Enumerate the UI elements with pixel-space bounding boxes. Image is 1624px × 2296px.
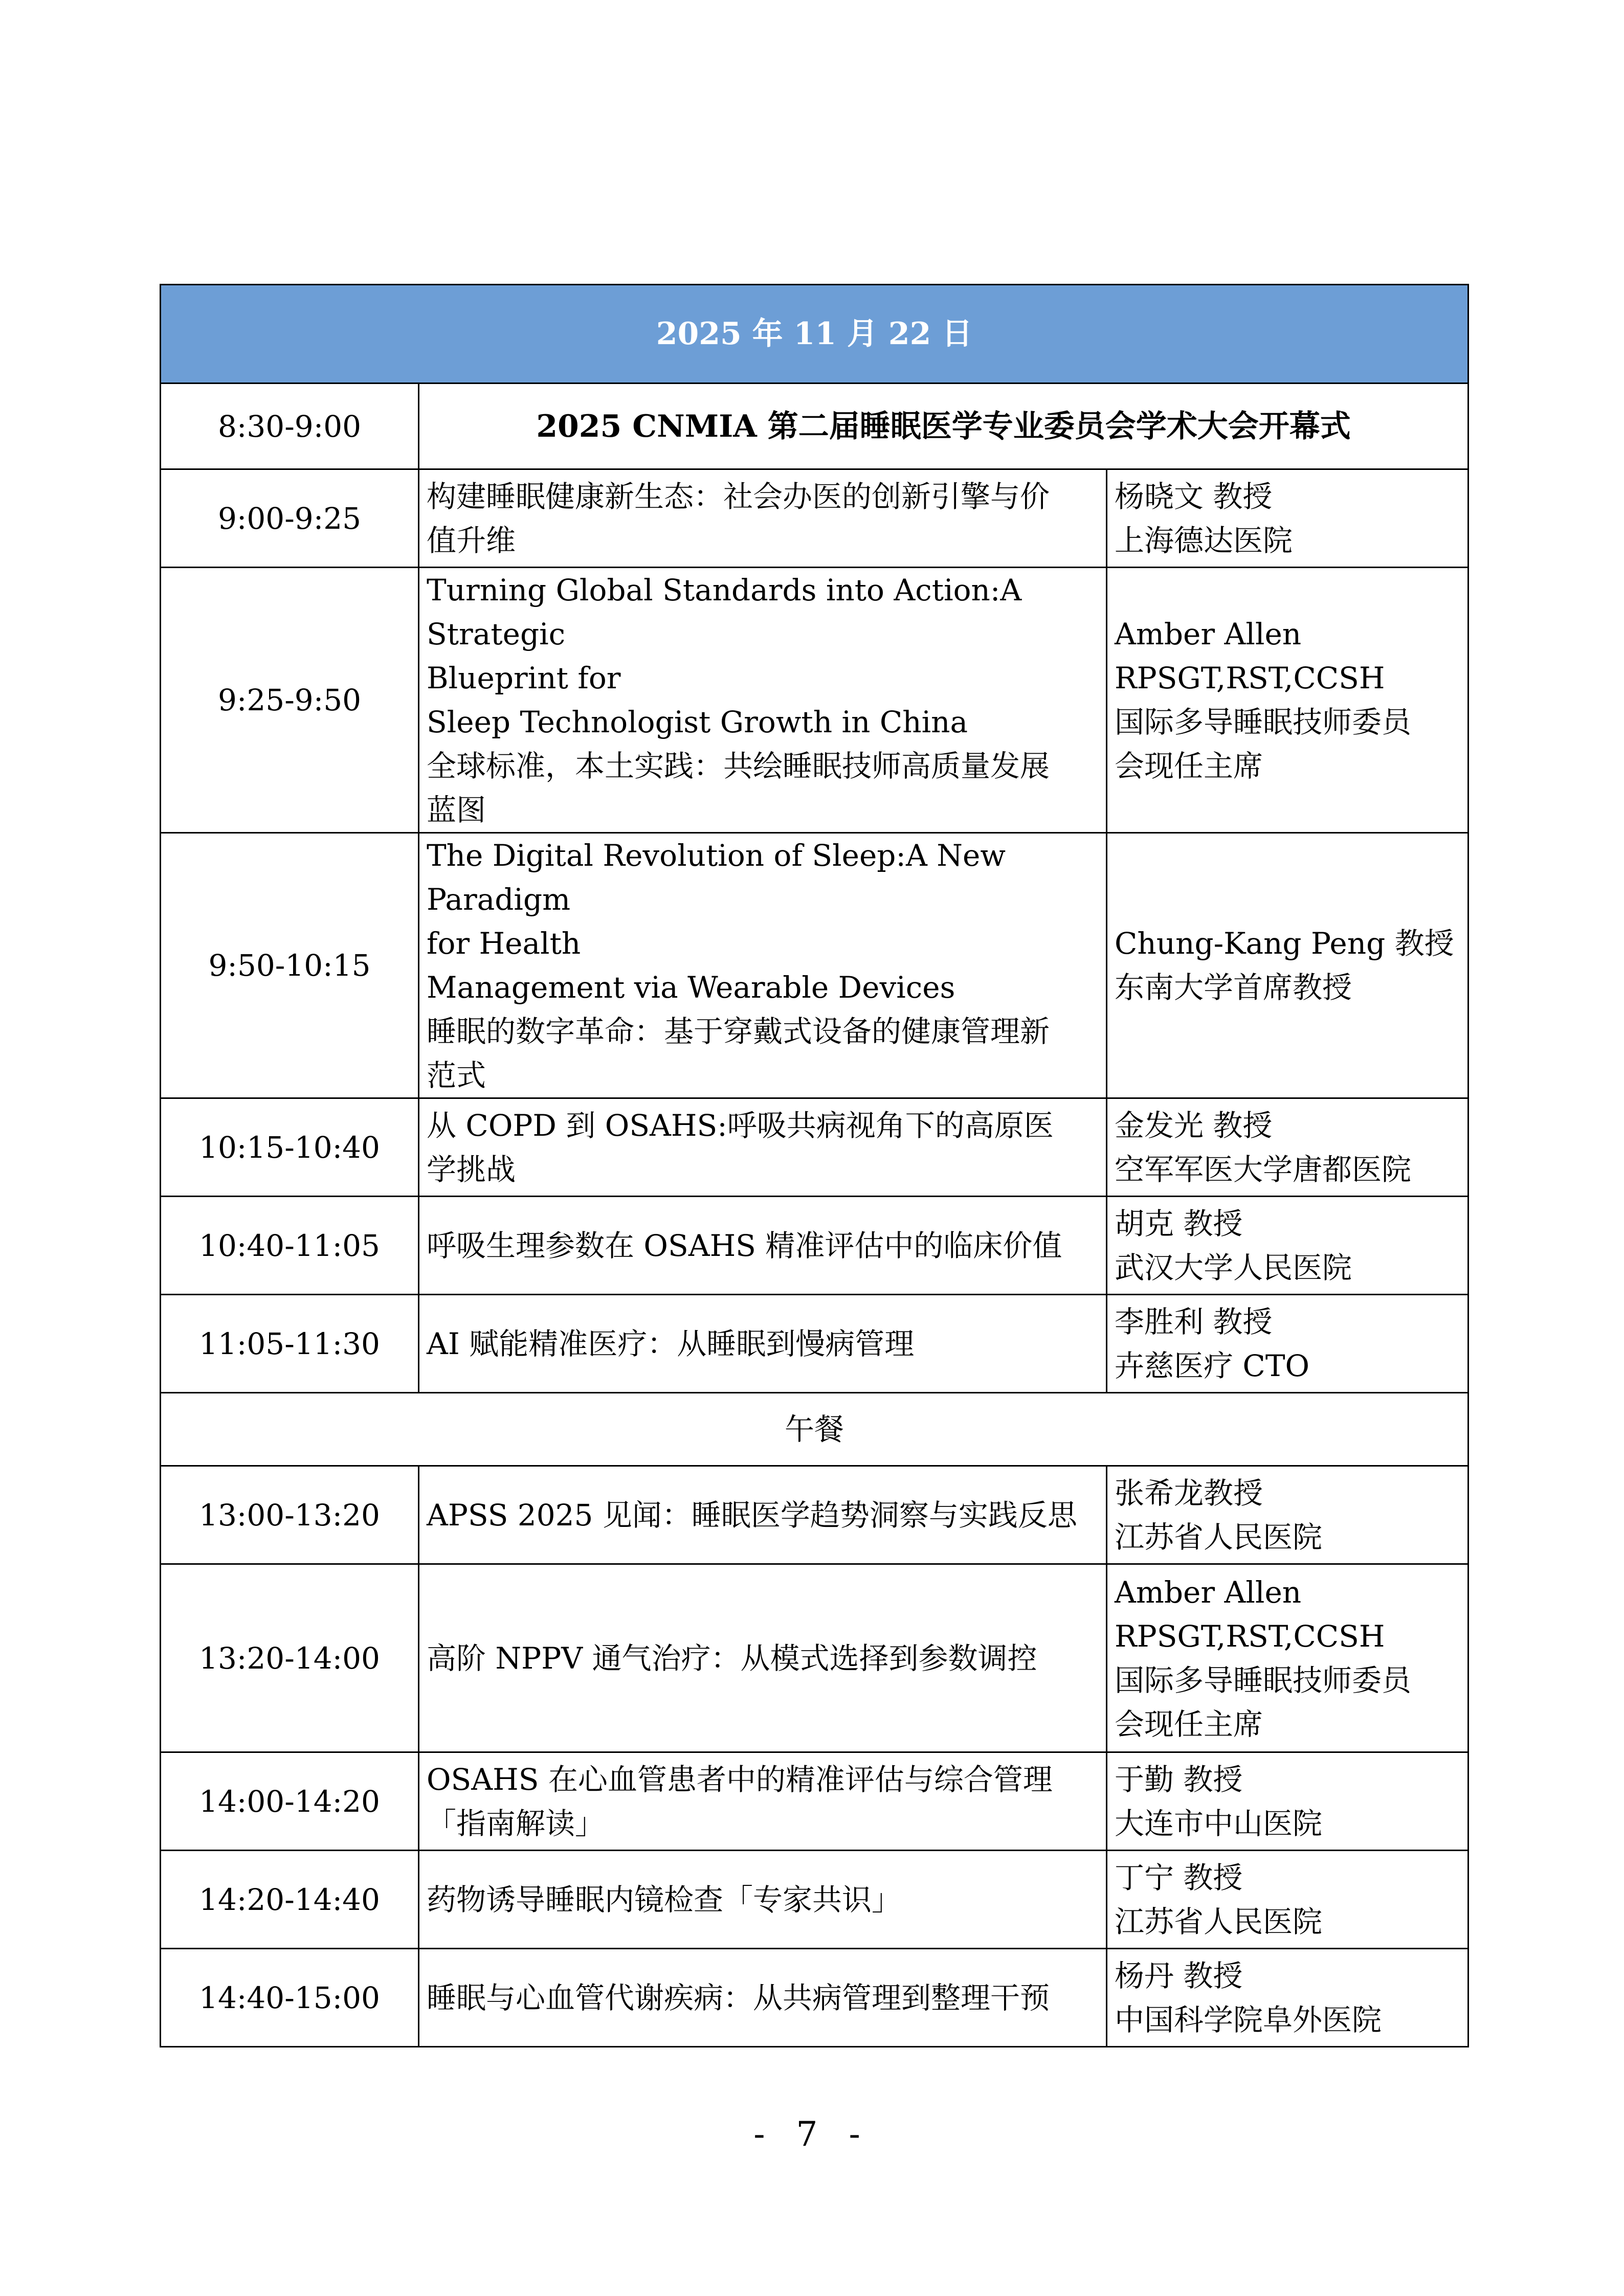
session-topic-line: The Digital Revolution of Sleep:A New Paradigm bbox=[427, 838, 1006, 917]
session-topic-line: OSAHS 在心血管患者中的精准评估与综合管理 bbox=[427, 1762, 1053, 1797]
opening-time: 8:30-9:00 bbox=[161, 384, 419, 469]
session-topic bbox=[419, 833, 1107, 1098]
session-speaker bbox=[1107, 1098, 1469, 1197]
session-topic bbox=[419, 1752, 1107, 1851]
session-topic bbox=[419, 1466, 1107, 1564]
session-time: 14:00-14:20 bbox=[161, 1752, 419, 1851]
session-topic bbox=[419, 469, 1107, 568]
session-time: 13:20-14:00 bbox=[161, 1564, 419, 1752]
session-topic bbox=[419, 1295, 1107, 1393]
session-speaker bbox=[1107, 568, 1469, 833]
session-topic-line: AI 赋能精准医疗：从睡眠到慢病管理 bbox=[427, 1326, 915, 1361]
session-topic-line: 药物诱导睡眠内镜检查「专家共识」 bbox=[427, 1882, 902, 1917]
session-topic bbox=[419, 568, 1107, 833]
session-topic-line: 呼吸生理参数在 OSAHS 精准评估中的临床价值 bbox=[427, 1228, 1062, 1263]
session-topic-line: 「指南解读」 bbox=[427, 1806, 605, 1841]
session-topic-line: 范式 bbox=[427, 1058, 486, 1093]
session-time: 10:15-10:40 bbox=[161, 1098, 419, 1197]
session-speaker-line: 丁宁 教授 bbox=[1115, 1860, 1243, 1895]
session-speaker-line: 会现任主席 bbox=[1115, 749, 1263, 783]
session-speaker-line: 江苏省人民医院 bbox=[1115, 1519, 1323, 1555]
session-speaker bbox=[1107, 1564, 1469, 1752]
opening-title: 2025 CNMIA 第二届睡眠医学专业委员会学术大会开幕式 bbox=[419, 384, 1469, 469]
session-topic bbox=[419, 1851, 1107, 1949]
session-topic-line: 学挑战 bbox=[427, 1152, 516, 1187]
session-speaker-line: 胡克 教授 bbox=[1115, 1206, 1243, 1241]
session-speaker-line: 张希龙教授 bbox=[1115, 1475, 1263, 1511]
session-speaker-line: 于勤 教授 bbox=[1115, 1762, 1243, 1797]
session-speaker-line: 江苏省人民医院 bbox=[1115, 1904, 1323, 1939]
date-header-row bbox=[161, 285, 1469, 384]
session-time: 14:40-15:00 bbox=[161, 1949, 419, 2047]
session-speaker-line: RPSGT,RST,CCSH bbox=[1115, 661, 1385, 695]
session-time: 13:00-13:20 bbox=[161, 1466, 419, 1564]
session-topic-line: for Health bbox=[427, 926, 581, 961]
session-speaker bbox=[1107, 1197, 1469, 1295]
session-topic-line: 构建睡眠健康新生态：社会办医的创新引擎与价 bbox=[427, 479, 1050, 514]
session-time: 9:00-9:25 bbox=[161, 469, 419, 568]
session-time: 11:05-11:30 bbox=[161, 1295, 419, 1393]
session-speaker-line: 会现任主席 bbox=[1115, 1706, 1263, 1742]
session-row bbox=[161, 1197, 1469, 1295]
session-speaker bbox=[1107, 833, 1469, 1098]
session-speaker-line: 李胜利 教授 bbox=[1115, 1304, 1273, 1339]
session-topic bbox=[419, 1949, 1107, 2047]
session-topic-line: 睡眠的数字革命：基于穿戴式设备的健康管理新 bbox=[427, 1014, 1050, 1049]
session-topic-line: Turning Global Standards into Action:A Strategic bbox=[427, 573, 1022, 651]
session-speaker bbox=[1107, 1851, 1469, 1949]
session-row bbox=[161, 1295, 1469, 1393]
session-speaker-line: Amber Allen bbox=[1115, 617, 1302, 651]
session-topic-line: Sleep Technologist Growth in China bbox=[427, 705, 968, 739]
session-time: 14:20-14:40 bbox=[161, 1851, 419, 1949]
session-row bbox=[161, 1851, 1469, 1949]
session-topic bbox=[419, 1098, 1107, 1197]
session-speaker bbox=[1107, 469, 1469, 568]
session-speaker bbox=[1107, 1752, 1469, 1851]
session-topic-line: 蓝图 bbox=[427, 793, 486, 827]
session-speaker bbox=[1107, 1949, 1469, 2047]
schedule-body bbox=[161, 285, 1469, 2047]
session-topic-line: APSS 2025 见闻：睡眠医学趋势洞察与实践反思 bbox=[427, 1497, 1077, 1533]
session-speaker-line: 东南大学首席教授 bbox=[1115, 970, 1352, 1005]
page-number: - 7 - bbox=[753, 2114, 871, 2154]
session-row bbox=[161, 1466, 1469, 1564]
session-speaker-line: 卉慈医疗 CTO bbox=[1115, 1348, 1310, 1383]
session-speaker-line: 金发光 教授 bbox=[1115, 1108, 1273, 1143]
session-speaker-line: Amber Allen bbox=[1115, 1574, 1302, 1610]
session-topic-line: 高阶 NPPV 通气治疗：从模式选择到参数调控 bbox=[427, 1640, 1037, 1676]
schedule-table bbox=[160, 284, 1469, 2047]
session-speaker bbox=[1107, 1466, 1469, 1564]
session-time: 9:25-9:50 bbox=[161, 568, 419, 833]
session-speaker-line: Chung-Kang Peng 教授 bbox=[1115, 926, 1454, 961]
session-row bbox=[161, 1564, 1469, 1752]
session-speaker-line: 大连市中山医院 bbox=[1115, 1806, 1323, 1841]
session-speaker-line: 空军军医大学唐都医院 bbox=[1115, 1152, 1412, 1187]
session-speaker-line: RPSGT,RST,CCSH bbox=[1115, 1618, 1385, 1654]
session-speaker-line: 上海德达医院 bbox=[1115, 523, 1293, 558]
session-topic-line: 睡眠与心血管代谢疾病：从共病管理到整理干预 bbox=[427, 1980, 1050, 2015]
session-row bbox=[161, 469, 1469, 568]
session-row bbox=[161, 568, 1469, 833]
session-topic-line: Blueprint for bbox=[427, 661, 621, 695]
session-speaker-line: 中国科学院阜外医院 bbox=[1115, 2002, 1382, 2037]
session-speaker-line: 杨丹 教授 bbox=[1115, 1958, 1243, 1993]
session-row bbox=[161, 833, 1469, 1098]
session-topic-line: Management via Wearable Devices bbox=[427, 970, 955, 1005]
session-topic-line: 值升维 bbox=[427, 523, 516, 558]
session-speaker bbox=[1107, 1295, 1469, 1393]
session-row bbox=[161, 1098, 1469, 1197]
session-topic bbox=[419, 1564, 1107, 1752]
lunch-row bbox=[161, 1393, 1469, 1466]
date-header: 2025 年 11 月 22 日 bbox=[161, 285, 1469, 384]
session-speaker-line: 杨晓文 教授 bbox=[1115, 479, 1273, 514]
session-row bbox=[161, 1949, 1469, 2047]
session-topic-line: 从 COPD 到 OSAHS:呼吸共病视角下的高原医 bbox=[427, 1108, 1054, 1143]
opening-row bbox=[161, 384, 1469, 469]
session-speaker-line: 国际多导睡眠技师委员 bbox=[1115, 705, 1412, 739]
session-speaker-line: 国际多导睡眠技师委员 bbox=[1115, 1662, 1412, 1698]
lunch-label: 午餐 bbox=[161, 1393, 1469, 1466]
session-speaker-line: 武汉大学人民医院 bbox=[1115, 1250, 1352, 1285]
session-topic-line: 全球标准，本土实践：共绘睡眠技师高质量发展 bbox=[427, 749, 1050, 783]
session-topic bbox=[419, 1197, 1107, 1295]
session-row bbox=[161, 1752, 1469, 1851]
session-time: 10:40-11:05 bbox=[161, 1197, 419, 1295]
session-time: 9:50-10:15 bbox=[161, 833, 419, 1098]
